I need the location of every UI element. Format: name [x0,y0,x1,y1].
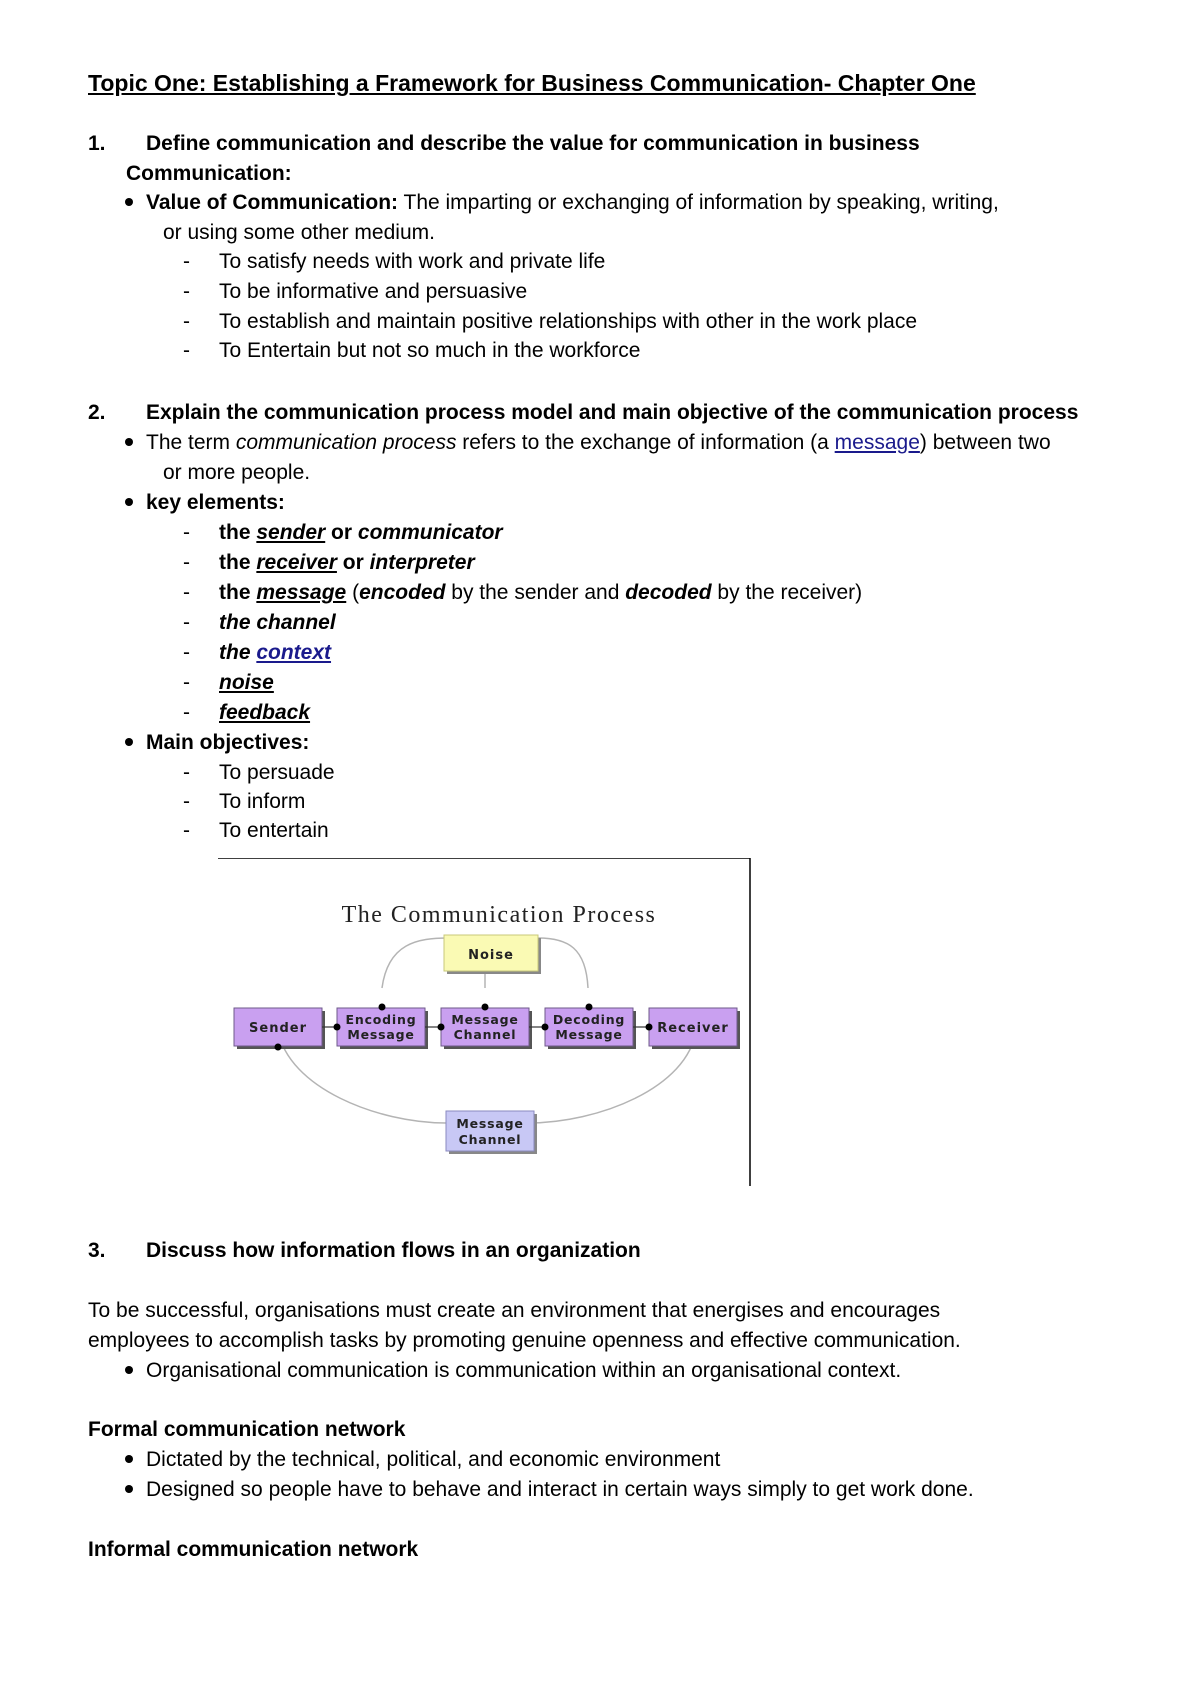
dash-icon: - [183,310,190,333]
formal-item: Designed so people have to behave and interact in certain ways simply to get work done. [146,1478,974,1501]
dash-icon: - [183,641,190,664]
informal-network-heading: Informal communication network [88,1538,419,1561]
element-noise: noise [219,671,274,694]
page-title: Topic One: Establishing a Framework for Business Communication- Chapter One [88,70,976,96]
bullet-icon [125,438,133,446]
sender-box [234,1008,325,1049]
q2-term-line-2: or more people. [163,461,311,484]
dash-icon: - [183,611,190,634]
q1-item: To establish and maintain positive relationships with other in the work place [219,310,918,333]
connector-dot [542,1024,549,1031]
connector-dot [586,1004,593,1011]
key-elements-label: key elements: [146,491,285,514]
connector-dot [438,1024,445,1031]
connector-dot [379,1004,386,1011]
text: The term [146,431,236,454]
dash-icon: - [183,280,190,303]
q1-heading: Define communication and describe the value for communication in business [146,132,920,155]
text: or [336,551,370,574]
noise-box [444,935,541,974]
text: by the sender and [445,581,626,604]
text: by the receiver) [711,581,863,604]
q2-number: 2. [88,401,106,424]
q1-subheading: Communication: [126,162,292,185]
text: sender [256,521,326,544]
element-channel: the channel [219,611,336,634]
feedback-label-1: Message [456,1116,524,1131]
encoding-label-2: Message [347,1027,415,1042]
text: the [219,581,257,604]
q3-number: 3. [88,1239,106,1262]
feedback-channel-box [446,1111,537,1154]
q1-item: To be informative and persuasive [219,280,528,303]
bullet-icon [125,198,133,206]
term-italic: communication process [235,431,457,454]
dash-icon: - [183,339,190,362]
q3-bullet: Organisational communication is communication within an organisational context. [146,1359,902,1382]
dash-icon: - [183,551,190,574]
dash-icon: - [183,701,190,724]
encoding-box [337,1008,428,1049]
value-text: The imparting or exchanging of information by speaking, writing, [398,191,999,214]
q3-paragraph-line-1: To be successful, organisations must create an environment that energises and encourages [88,1299,941,1322]
dash-icon: - [183,761,190,784]
value-label: Value of Communication: [146,191,399,214]
q3-paragraph-line-2: employees to accomplish tasks by promoting genuine openness and effective communication. [88,1329,961,1352]
formal-item: Dictated by the technical, political, and economic environment [146,1448,721,1471]
bullet-icon [125,498,133,506]
text: message [256,581,347,604]
bullet-icon [125,1485,133,1493]
q2-term-line [146,430,1051,456]
dash-icon: - [183,790,190,813]
element-context [219,640,331,666]
bullet-icon [125,1455,133,1463]
text: refers to the exchange of information (a [456,431,835,454]
text: interpreter [369,551,475,574]
dash-icon: - [183,521,190,544]
sender-label: Sender [249,1021,307,1036]
text: the [219,521,257,544]
q1-item: To Entertain but not so much in the workforce [219,339,641,362]
connector-dot [334,1024,341,1031]
dash-icon: - [183,671,190,694]
element-receiver [219,550,475,576]
text: ) between two [919,431,1051,454]
noise-arc-left [382,938,448,988]
decoding-label-1: Decoding [552,1012,626,1027]
text: the [219,551,257,574]
q1-number: 1. [88,132,106,155]
connector-dot [275,1044,282,1051]
context-link[interactable]: context [256,641,332,664]
q2-heading: Explain the communication process model and main objective of the communication process [146,401,1079,424]
objective-item: To persuade [219,761,335,784]
dash-icon: - [183,250,190,273]
element-sender [219,520,503,546]
dash-icon: - [183,581,190,604]
text: encoded [359,581,446,604]
text: receiver [256,551,337,574]
q3-heading: Discuss how information flows in an organization [146,1239,641,1262]
connector-dot [646,1024,653,1031]
dash-icon: - [183,819,190,842]
feedback-label-2: Channel [458,1132,522,1147]
formal-network-heading: Formal communication network [88,1418,406,1441]
decoding-label-2: Message [555,1027,623,1042]
channel-label-1: Message [451,1012,519,1027]
message-channel-box [441,1008,532,1049]
receiver-box [649,1008,740,1049]
noise-label: Noise [468,948,514,963]
text: ( [346,581,360,604]
text: or [325,521,358,544]
decoding-box [545,1008,636,1049]
diagram-title: The Communication Process [341,902,657,928]
noise-arc-right [538,938,588,988]
bullet-icon [125,738,133,746]
message-link[interactable]: message [834,431,920,454]
communication-process-diagram [218,858,754,1186]
element-feedback: feedback [219,701,311,724]
receiver-label: Receiver [657,1021,729,1036]
connector-dot [482,1004,489,1011]
objective-item: To entertain [219,819,329,842]
text: decoded [625,581,712,604]
text: communicator [357,521,503,544]
objective-item: To inform [219,790,306,813]
main-objectives-label: Main objectives: [146,731,310,754]
bullet-icon [125,1366,133,1374]
encoding-label-1: Encoding [345,1012,417,1027]
q1-value-line [146,190,999,216]
channel-label-2: Channel [453,1027,517,1042]
q1-item: To satisfy needs with work and private life [219,250,606,273]
text: the [219,641,257,664]
q1-value-line-2: or using some other medium. [163,221,435,244]
element-message [219,580,862,606]
